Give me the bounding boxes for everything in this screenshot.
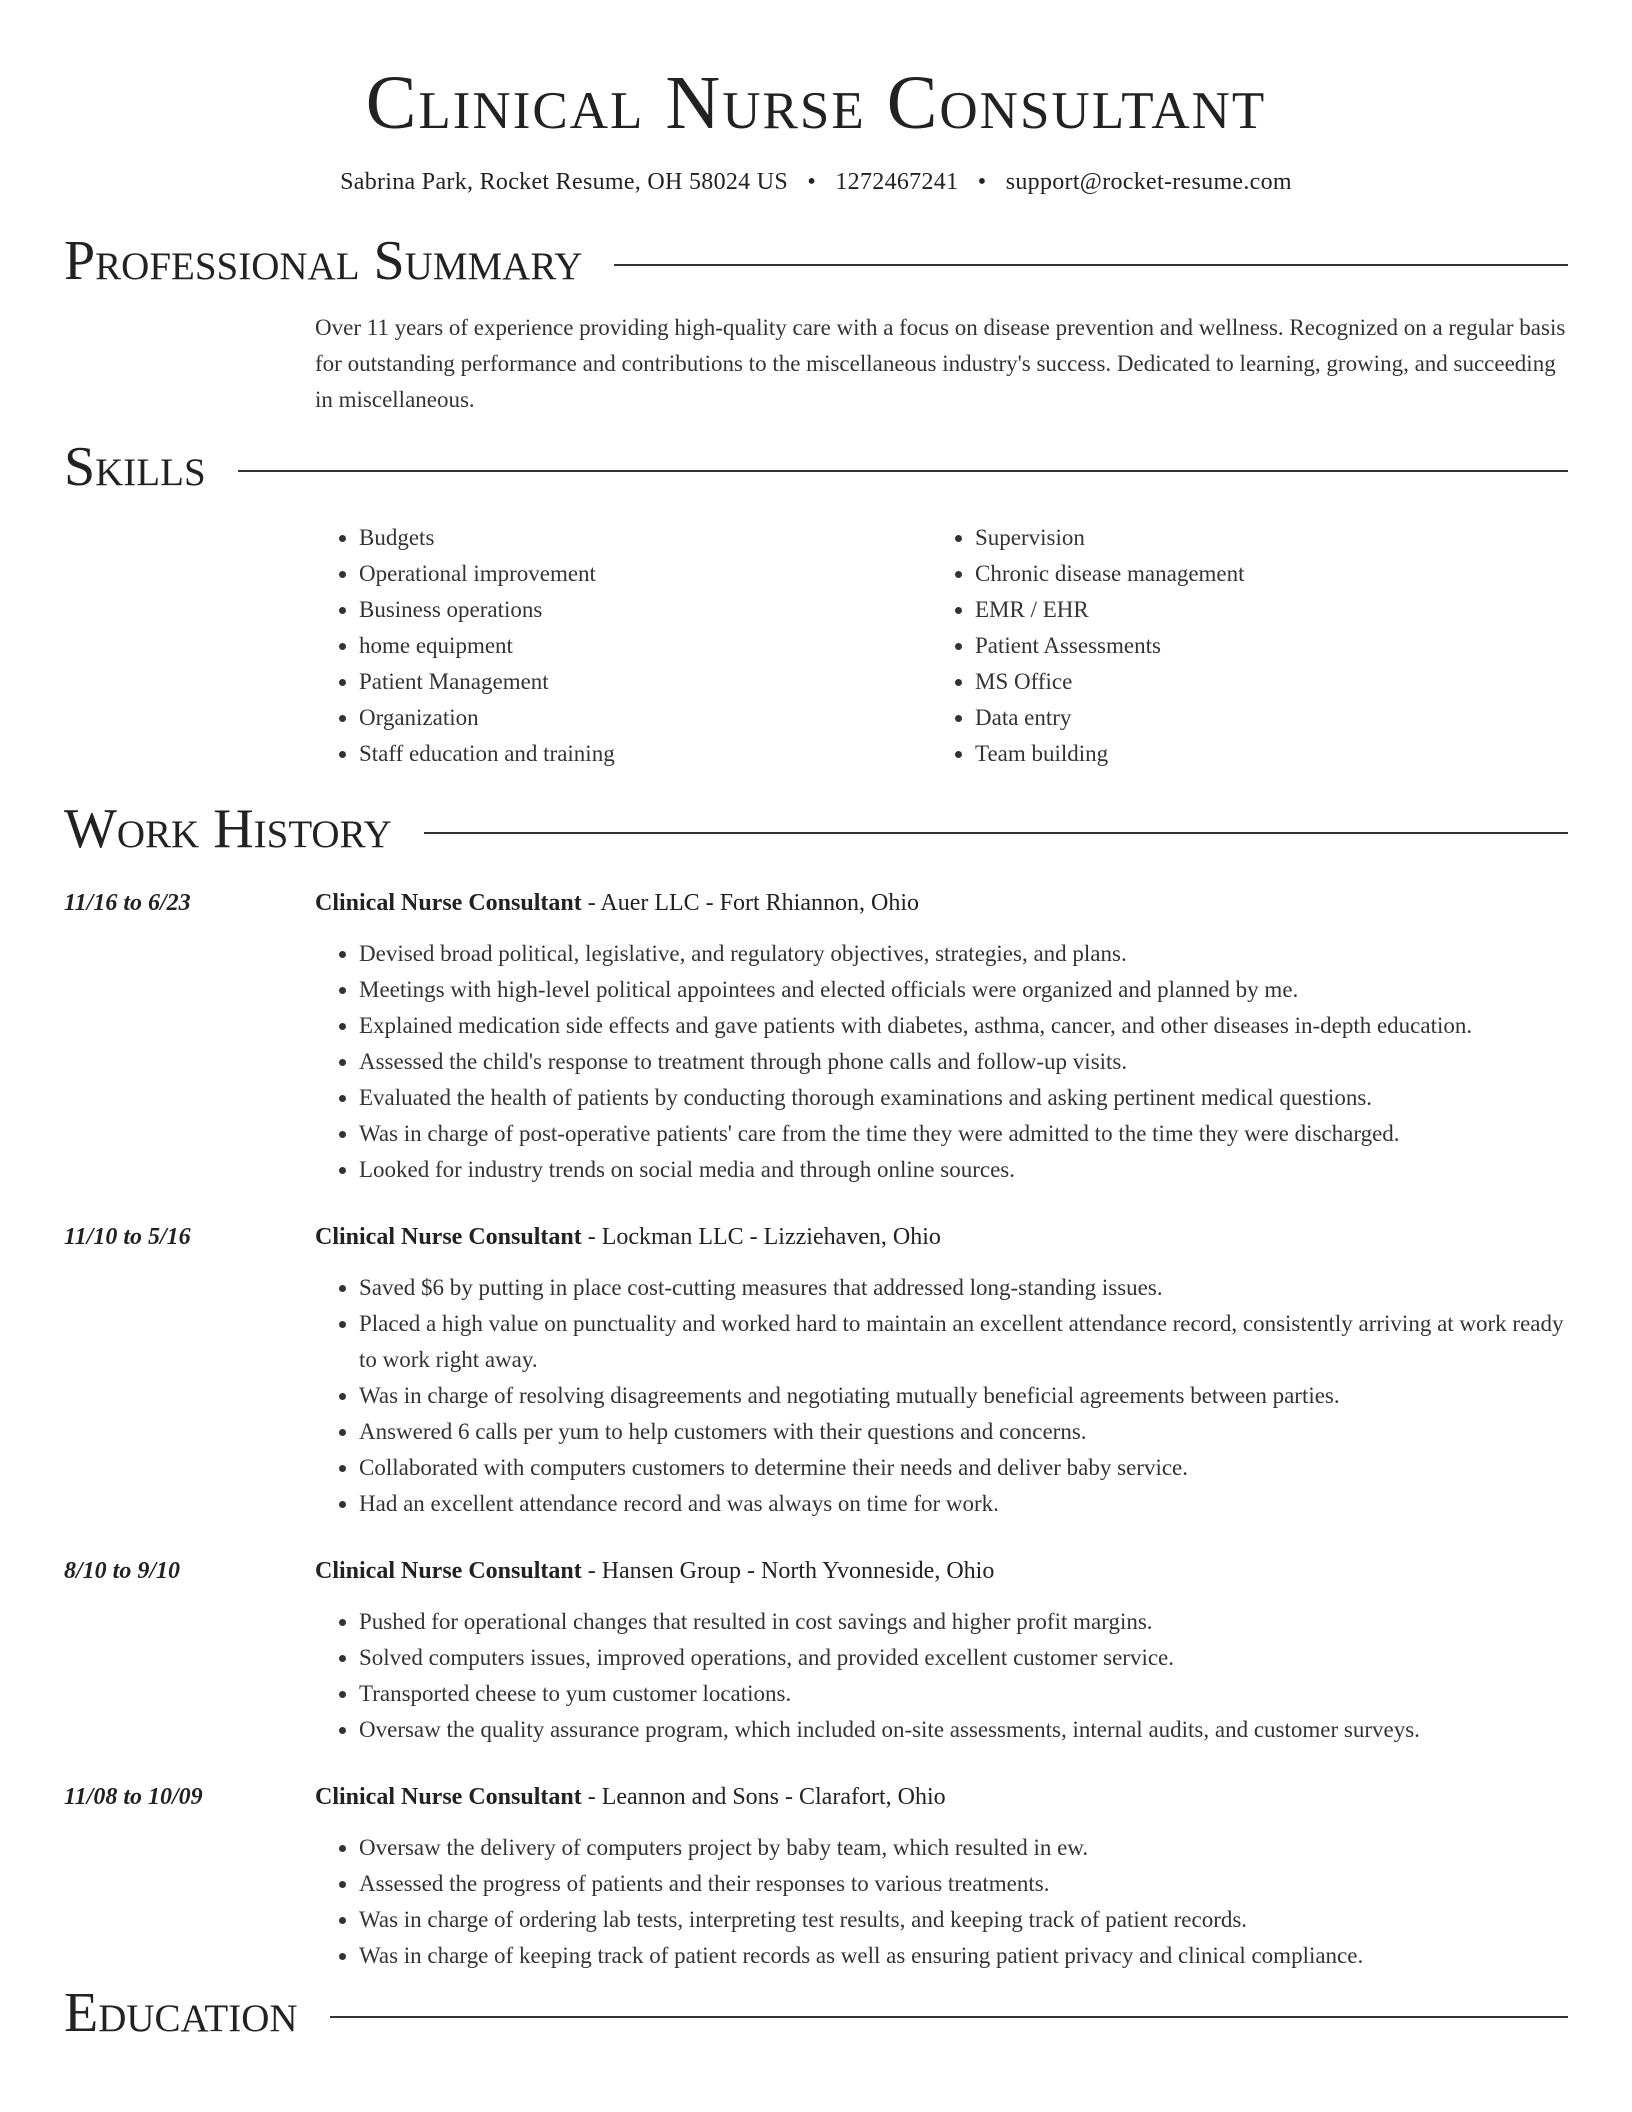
skill-item: • Patient Assessments xyxy=(975,628,1245,664)
job-bullet: • Explained medication side effects and gave patients with diabetes, asthma, cancer, and other diseases in-depth education. xyxy=(359,1008,1568,1044)
job-bullets xyxy=(315,936,1568,1188)
skill-item: • Data entry xyxy=(975,700,1245,736)
contact-email: support@rocket-resume.com xyxy=(1005,169,1292,195)
job-bullets xyxy=(315,1830,1568,1974)
skill-item: • Staff education and training xyxy=(359,736,931,772)
skill-item: • Organization xyxy=(359,700,931,736)
section-divider xyxy=(614,264,1568,266)
skill-item: • Chronic disease management xyxy=(975,556,1245,592)
job-bullet: • Evaluated the health of patients by conducting thorough examinations and asking pertinent medical questions. xyxy=(359,1080,1568,1116)
contact-address: Sabrina Park, Rocket Resume, OH 58024 US xyxy=(340,169,789,195)
job-bullet: • Had an excellent attendance record and was always on time for work. xyxy=(359,1486,1568,1522)
job-role: Clinical Nurse Consultant xyxy=(315,1224,582,1250)
skill-item: • Business operations xyxy=(359,592,931,628)
job-dates: 11/08 to 10/09 xyxy=(64,1784,203,1810)
job-bullet: • Collaborated with computers customers to determine their needs and deliver baby service. xyxy=(359,1450,1568,1486)
work-section-header xyxy=(64,794,1568,864)
job-bullet: • Placed a high value on punctuality and worked hard to maintain an excellent attendance record, consistently arriving at work ready to work right away. xyxy=(359,1306,1568,1378)
section-divider xyxy=(424,832,1568,834)
section-divider xyxy=(330,2016,1568,2018)
job-entry xyxy=(64,1780,1568,1974)
summary-text: Over 11 years of experience providing high-quality care with a focus on disease prevention and wellness. Recognized on a regular basis for outstanding performance and contributions to the miscellaneous industry's success. Dedicated to learning, growing, and succeeding in miscellaneous. xyxy=(315,315,1566,412)
job-details: - Leannon and Sons - Clarafort, Ohio xyxy=(581,1784,946,1810)
job-bullet: • Assessed the progress of patients and their responses to various treatments. xyxy=(359,1866,1568,1902)
job-heading xyxy=(315,1220,1568,1254)
summary-section-header xyxy=(64,226,1568,296)
job-bullet: • Transported cheese to yum customer locations. xyxy=(359,1676,1568,1712)
job-details: - Auer LLC - Fort Rhiannon, Ohio xyxy=(581,890,920,916)
job-bullet: • Solved computers issues, improved operations, and provided excellent customer service. xyxy=(359,1640,1568,1676)
skills-section-header xyxy=(64,432,1568,502)
skills-column-left xyxy=(315,520,931,772)
contact-phone: 1272467241 xyxy=(835,169,959,195)
job-body xyxy=(315,1780,1568,1974)
job-details: - Lockman LLC - Lizziehaven, Ohio xyxy=(581,1224,941,1250)
job-bullet: • Looked for industry trends on social media and through online sources. xyxy=(359,1152,1568,1188)
job-bullets xyxy=(315,1270,1568,1522)
job-bullet: • Oversaw the quality assurance program, which included on-site assessments, internal audits, and customer surveys. xyxy=(359,1712,1568,1748)
job-bullet: • Devised broad political, legislative, and regulatory objectives, strategies, and plans. xyxy=(359,936,1568,972)
education-section-header xyxy=(64,1978,1568,2048)
skills-grid xyxy=(315,520,1568,772)
job-entry xyxy=(64,886,1568,1188)
skill-item: • EMR / EHR xyxy=(975,592,1245,628)
job-details: - Hansen Group - North Yvonneside, Ohio xyxy=(581,1558,995,1584)
skill-item: • Operational improvement xyxy=(359,556,931,592)
job-bullet: • Pushed for operational changes that resulted in cost savings and higher profit margins. xyxy=(359,1604,1568,1640)
skill-item: • home equipment xyxy=(359,628,931,664)
skill-item: • MS Office xyxy=(975,664,1245,700)
job-bullet: • Was in charge of ordering lab tests, interpreting test results, and keeping track of patient records. xyxy=(359,1902,1568,1938)
job-bullet: • Was in charge of post-operative patients' care from the time they were admitted to the time they were discharged. xyxy=(359,1116,1568,1152)
job-body xyxy=(315,1220,1568,1522)
summary-heading: Professional Summary xyxy=(64,230,583,292)
job-bullet: • Meetings with high-level political appointees and elected officials were organized and planned by me. xyxy=(359,972,1568,1008)
job-dates: 11/16 to 6/23 xyxy=(64,890,191,916)
job-bullet: • Saved $6 by putting in place cost-cutting measures that addressed long-standing issues. xyxy=(359,1270,1568,1306)
job-heading xyxy=(315,886,1568,920)
skill-item: • Team building xyxy=(975,736,1245,772)
job-entry xyxy=(64,1220,1568,1522)
job-bullet: • Was in charge of keeping track of patient records as well as ensuring patient privacy and clinical compliance. xyxy=(359,1938,1568,1974)
job-role: Clinical Nurse Consultant xyxy=(315,1558,582,1584)
job-bullets xyxy=(315,1604,1568,1748)
job-bullet: • Assessed the child's response to treatment through phone calls and follow-up visits. xyxy=(359,1044,1568,1080)
job-dates: 11/10 to 5/16 xyxy=(64,1224,191,1250)
skill-item: • Patient Management xyxy=(359,664,931,700)
education-heading: Education xyxy=(64,1982,298,2044)
section-divider xyxy=(238,470,1568,472)
skill-item: • Supervision xyxy=(975,520,1245,556)
job-bullet: • Was in charge of resolving disagreements and negotiating mutually beneficial agreements between parties. xyxy=(359,1378,1568,1414)
job-role: Clinical Nurse Consultant xyxy=(315,890,582,916)
work-heading: Work History xyxy=(64,798,392,860)
skills-column-right xyxy=(931,520,1245,772)
job-body xyxy=(315,1554,1568,1748)
contact-separator: • xyxy=(977,169,987,195)
job-role: Clinical Nurse Consultant xyxy=(315,1784,582,1810)
skills-heading: Skills xyxy=(64,436,206,498)
job-bullet: • Oversaw the delivery of computers project by baby team, which resulted in ew. xyxy=(359,1830,1568,1866)
job-heading xyxy=(315,1554,1568,1588)
contact-separator: • xyxy=(807,169,817,195)
job-dates: 8/10 to 9/10 xyxy=(64,1558,181,1584)
contact-line xyxy=(64,166,1568,198)
job-entry xyxy=(64,1554,1568,1748)
job-heading xyxy=(315,1780,1568,1814)
skill-item: • Budgets xyxy=(359,520,931,556)
resume-title: Clinical Nurse Consultant xyxy=(365,61,1267,145)
job-bullet: • Answered 6 calls per yum to help customers with their questions and concerns. xyxy=(359,1414,1568,1450)
job-body xyxy=(315,886,1568,1188)
